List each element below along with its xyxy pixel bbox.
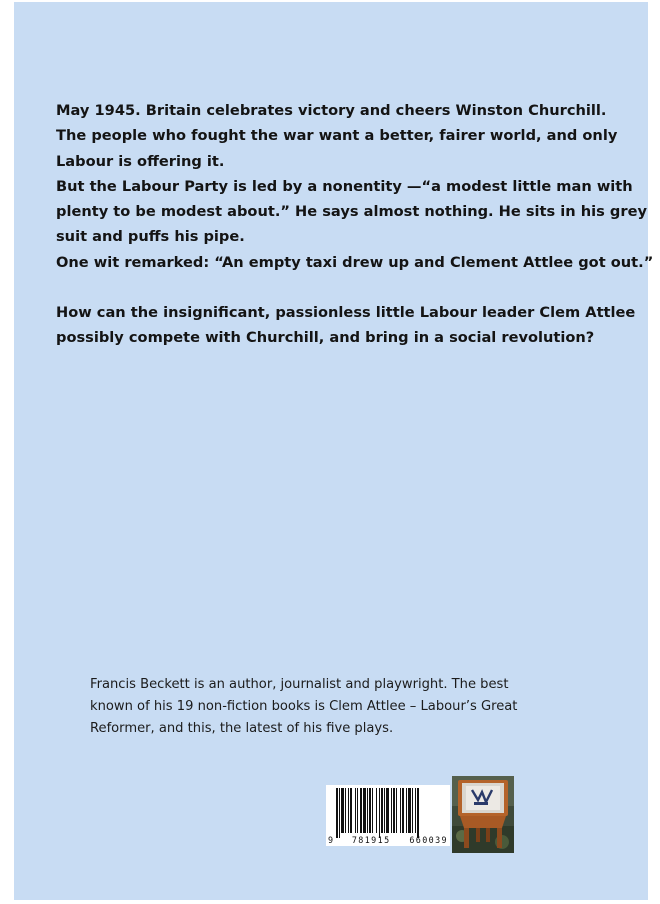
barcode-left-group: 781915	[351, 835, 391, 845]
blurb-line: plenty to be modest about.” He says almost nothing. He sits in his grey	[56, 203, 647, 221]
blurb-line: The people who fought the war want a better, fairer world, and only	[56, 127, 618, 145]
tagline-question	[56, 300, 636, 351]
barcode-bar	[376, 788, 377, 833]
barcode-right-group: 660039	[409, 835, 448, 845]
barcode-bar	[360, 788, 362, 833]
barcode-bar	[355, 788, 356, 833]
barcode-bar	[384, 788, 385, 833]
isbn-barcode	[326, 785, 450, 846]
barcode-bar	[367, 788, 368, 833]
barcode-bar	[381, 788, 383, 833]
barcode-bar	[417, 788, 419, 838]
barcode-bar	[369, 788, 371, 833]
barcode-bar	[400, 788, 401, 833]
barcode-bar	[339, 788, 340, 838]
barcode-bar	[406, 788, 407, 833]
barcode-bar	[386, 788, 389, 833]
barcode-bar	[357, 788, 358, 833]
bio-line: known of his 19 non-fiction books is Clem Attlee – Labour’s Great	[90, 699, 518, 715]
blurb-line: One wit remarked: “An empty taxi drew up and Clement Attlee got out.”	[56, 253, 654, 271]
barcode-bar	[350, 788, 352, 833]
barcode-bar	[393, 788, 395, 833]
barcode-bar	[402, 788, 404, 833]
blurb-line: suit and puffs his pipe.	[56, 228, 245, 246]
barcode-prefix-digit: 9	[328, 835, 334, 845]
blurb-line: But the Labour Party is led by a nonentity —“a modest little man with	[56, 177, 633, 195]
barcode-bar	[396, 788, 397, 833]
barcode-bar	[348, 788, 349, 833]
barcode-bar	[415, 788, 416, 833]
bio-line: Francis Beckett is an author, journalist and playwright. The best	[90, 677, 509, 692]
barcode-bar	[391, 788, 392, 833]
question-line: possibly compete with Churchill, and bring in a social revolution?	[56, 329, 595, 347]
blurb-line: Labour is offering it.	[56, 152, 225, 170]
barcode-bar	[341, 788, 344, 833]
blurb-line: May 1945. Britain celebrates victory and cheers Winston Churchill.	[56, 102, 607, 119]
barcode-bar	[363, 788, 366, 833]
barcode-bar	[412, 788, 413, 833]
author-bio	[90, 674, 530, 741]
publisher-logo-photo	[452, 776, 514, 853]
stool-photo-icon	[452, 776, 514, 853]
barcode-bar	[336, 788, 338, 838]
bio-line: Reformer, and this, the latest of his five plays.	[90, 721, 394, 737]
barcode-bar	[345, 788, 346, 833]
barcode-bar	[379, 788, 380, 838]
blurb-text	[56, 98, 654, 275]
barcode-digits	[328, 835, 448, 845]
barcode-bar	[408, 788, 411, 833]
question-line: How can the insignificant, passionless little Labour leader Clem Attlee	[56, 304, 636, 321]
barcode-bar	[372, 788, 373, 833]
